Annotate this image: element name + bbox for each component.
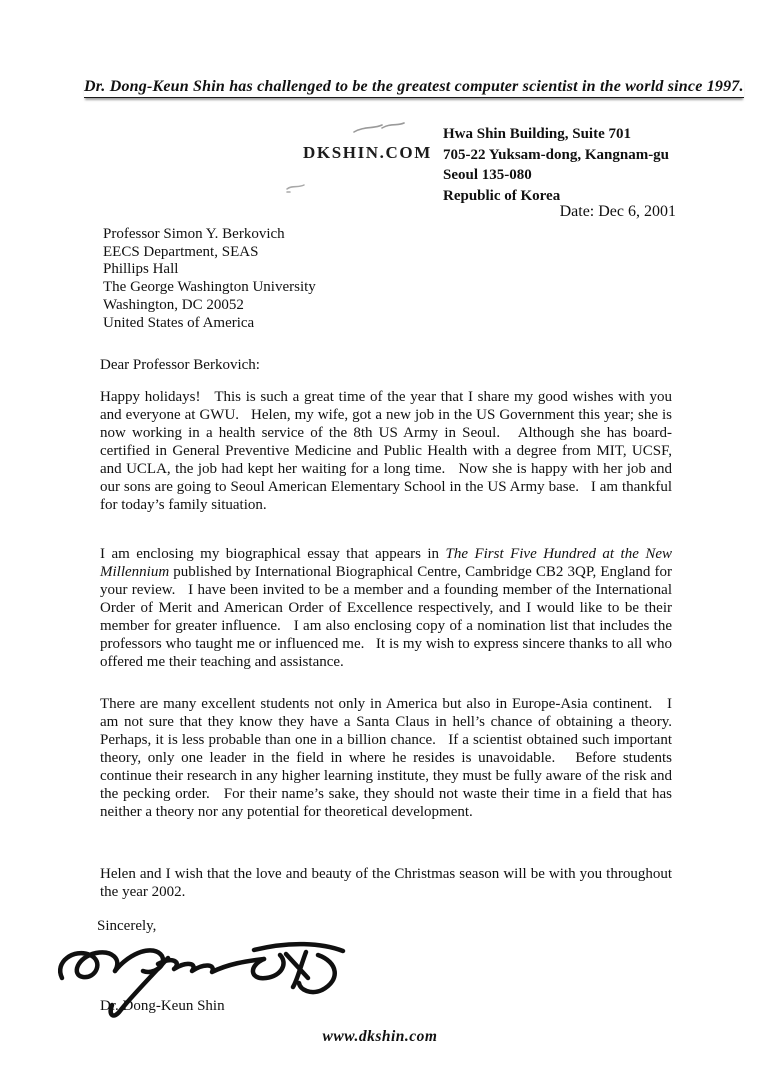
header-tagline: Dr. Dong-Keun Shin has challenged to be the greatest computer scientist in the world since 1997. <box>84 78 744 98</box>
footer-website: www.dkshin.com <box>322 1028 438 1045</box>
recipient-line: Phillips Hall <box>103 261 179 278</box>
recipient-line: United States of America <box>103 314 255 331</box>
paragraph-2-text: published by International Biographical Centre, Cambridge CB2 3QP, England for your review. I have been invited to be a member and a founding member of the International Order of Merit and American Order of Excellence respectively, and I would like to be their member for greater influence. I am also enclosing copy of a nomination list that includes the professors who taught me or influenced me. It is my wish to express sincere thanks to all who offered me their teaching and assistance. <box>100 564 676 670</box>
recipient-address <box>103 226 316 332</box>
salutation: Dear Professor Berkovich: <box>100 357 260 373</box>
paragraph-1: Happy holidays! This is such a great time of the year that I share my good wishes with you and everyone at GWU. Helen, my wife, got a new job in the US Government this year; she is now working in a health service of the 8th US Army in Seoul. Although she has board-certified in General Preventive Medicine and Public Health with a degree from MIT, UCSF, and UCLA, the job had kept her waiting for a long time. Now she is happy with her job and our sons are going to Seoul American Elementary School in the US Army base. I am thankful for today’s family situation. <box>100 389 676 513</box>
paragraph-2 <box>100 545 676 671</box>
sender-address-line: Republic of Korea <box>443 187 561 204</box>
paragraph-3: There are many excellent students not only in America but also in Europe-Asia continent. I am not sure that they know they have a Santa Claus in hell’s chance of obtaining a theory. Perhaps, it is less probable than one in a billion chance. If a scientist obtained such important theory, only one leader in the field in where he resides is unavoidable. Before students continue their research in any higher learning institute, they must be fully aware of the risk and the pecking order. For their name’s sake, they should not waste their time in a field that has neither a theory nor any potential for theoretical development. <box>100 696 684 820</box>
sender-address-line: 705-22 Yuksam-dong, Kangnam-gu <box>443 146 670 163</box>
sender-address-line: Hwa Shin Building, Suite 701 <box>443 126 631 142</box>
closing-sincerely: Sincerely, <box>97 918 157 934</box>
date-line: Date: Dec 6, 2001 <box>559 203 676 220</box>
company-logo: DKSHIN.COM <box>303 143 432 162</box>
signer-name: Dr. Dong-Keun Shin <box>100 998 225 1014</box>
paragraph-2-text: I am enclosing my biographical essay that appears in <box>100 546 446 562</box>
recipient-line: Professor Simon Y. Berkovich <box>103 226 285 242</box>
book-title-italic: The First Five Hundred at the New Millennium <box>100 546 676 580</box>
logo-flourish-top <box>352 120 406 136</box>
recipient-line: EECS Department, SEAS <box>103 243 259 260</box>
recipient-line: Washington, DC 20052 <box>103 296 244 313</box>
recipient-line: The George Washington University <box>103 279 316 296</box>
paragraph-4: Helen and I wish that the love and beauty of the Christmas season will be with you throughout the year 2002. <box>100 866 676 900</box>
sender-address-line: Seoul 135-080 <box>443 167 532 183</box>
logo-flourish-bottom <box>285 180 319 194</box>
sender-address <box>443 124 669 206</box>
